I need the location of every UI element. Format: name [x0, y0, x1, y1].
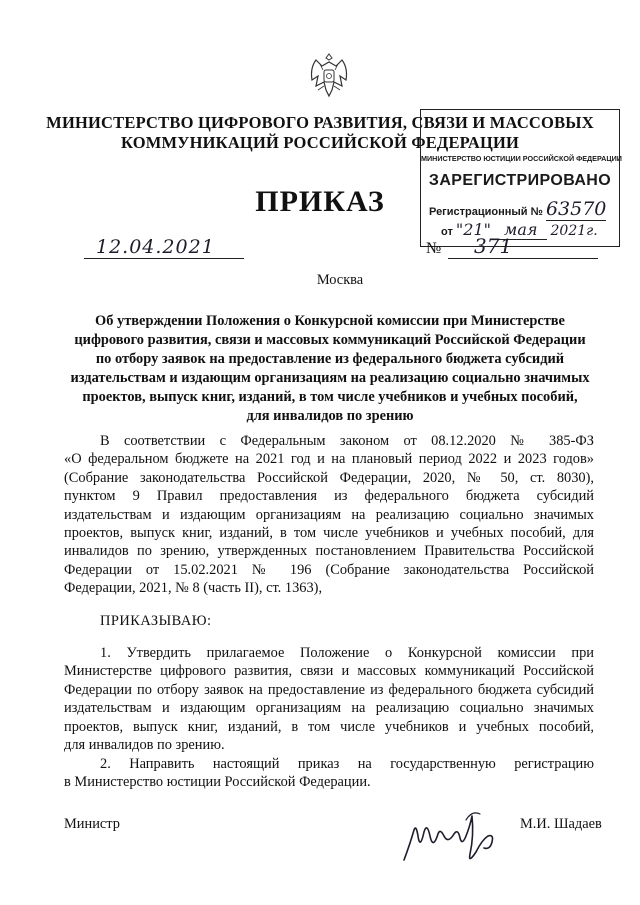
stamp-date-row	[441, 220, 639, 239]
item-line: издательствам и издающим организациям на реализацию социально значимых	[64, 700, 594, 717]
stamp-date-month: мая	[494, 220, 547, 240]
number-underline	[448, 258, 598, 259]
subject-line: для инвалидов по зрению	[246, 408, 414, 425]
signatory-position: Министр	[64, 816, 120, 832]
preamble-line: проектов, выпуск книг, изданий, в том числе учебников и учебных пособий, для	[64, 525, 594, 542]
item-line: в Министерство юстиции Российской Федерации.	[64, 774, 371, 791]
signatory-name: М.И. Шадаев	[520, 816, 602, 832]
stamp-date-day: "21"	[455, 220, 491, 239]
order-date: 12.04.2021	[96, 236, 215, 258]
order-item-1	[64, 644, 594, 754]
date-underline	[84, 258, 244, 259]
stamp-organization: МИНИСТЕРСТВО ЮСТИЦИИ РОССИЙСКОЙ ФЕДЕРАЦИИ	[421, 154, 622, 163]
item-line: 1. Утвердить прилагаемое Положение о Конкурсной комиссии при	[100, 645, 594, 661]
item-line: проектов, выпуск книг, изданий, в том числе учебников и учебных пособий,	[64, 718, 594, 735]
order-city: Москва	[316, 272, 364, 288]
preamble-paragraph	[64, 432, 594, 598]
order-number-label: №	[426, 240, 442, 257]
stamp-date-year: 2021г.	[550, 223, 598, 239]
ministry-name-line2: КОММУНИКАЦИЙ РОССИЙСКОЙ ФЕДЕРАЦИИ	[120, 133, 520, 152]
order-item-2	[64, 755, 594, 792]
preamble-line: инвалидов по зрению, утвержденных постановлением Правительства Российской	[64, 543, 594, 560]
subject-line: по отбору заявок на предоставление из федерального бюджета субсидий	[95, 351, 565, 368]
preamble-line: В соответствии с Федеральным законом от 08.12.2020 № 385-ФЗ	[100, 433, 594, 449]
item-line: 2. Направить настоящий приказ на государственную регистрацию	[100, 756, 594, 772]
order-number: 371	[474, 234, 513, 258]
stamp-reg-label: Регистрационный №	[429, 206, 543, 218]
stamp-reg-number: 63570	[545, 198, 607, 220]
preamble-line: (Собрание законодательства Российской Федерации, 2020, № 50, ст. 8030),	[64, 469, 594, 486]
stamp-date-prefix: от	[441, 226, 453, 238]
preamble-line: издательствам и издающим организациям на реализацию социально значимых	[64, 506, 594, 523]
order-word: ПРИКАЗЫВАЮ:	[100, 613, 212, 629]
preamble-line: Федерации от 15.02.2021 № 196 (Собрание законодательства Российской	[64, 561, 594, 578]
subject-line: цифрового развития, связи и массовых коммуникаций Российской Федерации	[74, 332, 586, 349]
registration-stamp	[420, 109, 620, 247]
subject-line: издательствам и издающим организациям на реализацию социально значимых	[70, 370, 590, 387]
subject-line: Об утверждении Положения о Конкурсной комиссии при Министерстве	[95, 313, 565, 329]
item-line: Федерации по отбору заявок на предоставление из федерального бюджета субсидий	[64, 681, 594, 698]
stamp-status: ЗАРЕГИСТРИРОВАНО	[428, 172, 612, 189]
document-title: ПРИКАЗ	[255, 185, 385, 218]
preamble-line: пунктом 9 Правил предоставления из федерального бюджета субсидий	[64, 488, 594, 505]
item-line: для инвалидов по зрению.	[64, 737, 225, 754]
preamble-line: Федерации, 2021, № 8 (часть II), ст. 1363),	[64, 580, 323, 597]
item-line: Министерстве цифрового развития, связи и массовых коммуникаций Российской	[64, 663, 594, 680]
preamble-line: «О федеральном бюджете на 2021 год и на плановый период 2022 и 2023 годов»	[64, 451, 594, 468]
ministry-name-line1: МИНИСТЕРСТВО ЦИФРОВОГО РАЗВИТИЯ, СВЯЗИ И МАССОВЫХ	[46, 113, 594, 132]
russian-coat-of-arms-icon	[306, 50, 352, 100]
order-subject	[60, 312, 600, 427]
handwritten-signature	[400, 806, 508, 870]
subject-line: проектов, выпуск книг, изданий, в том числе учебников и учебных пособий,	[82, 389, 578, 406]
